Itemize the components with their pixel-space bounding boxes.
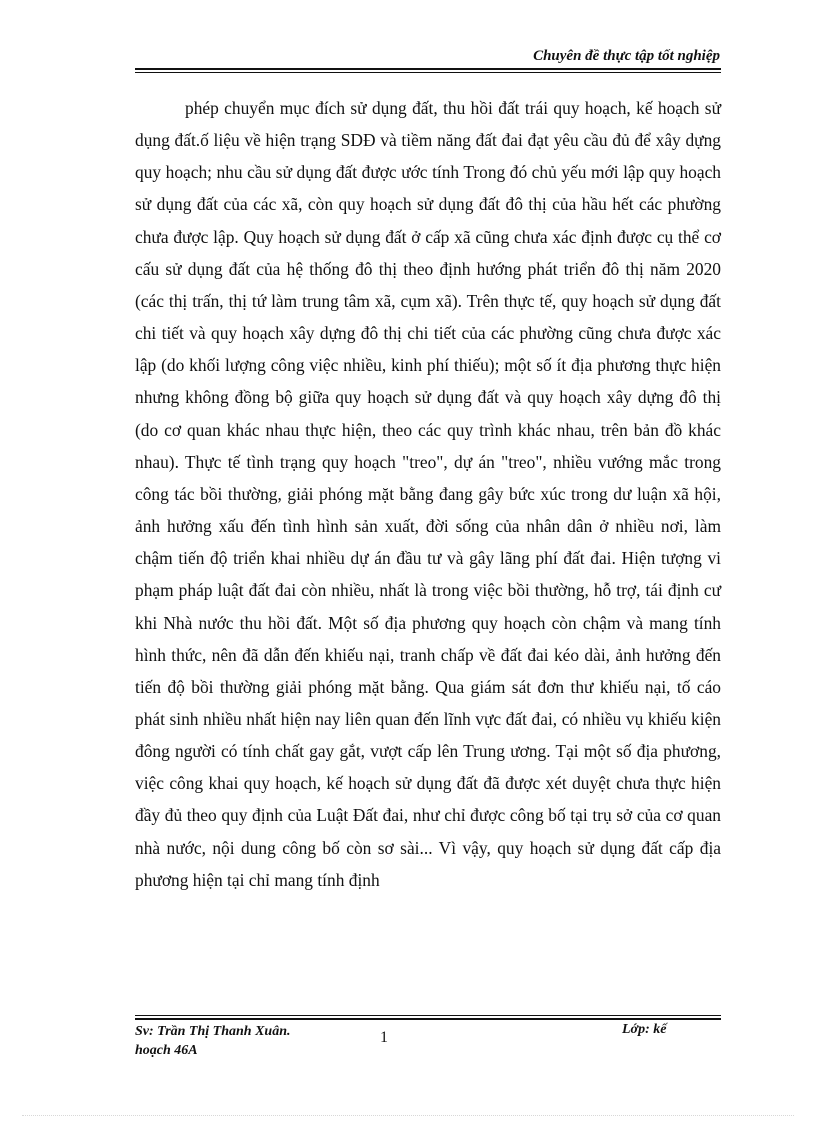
footer-rule-secondary — [135, 1015, 721, 1016]
footer-student-info — [135, 1022, 290, 1060]
footer-student-class-continuation: hoạch 46A — [135, 1043, 198, 1058]
header-rule — [135, 68, 721, 70]
footer-rule — [135, 1018, 721, 1020]
body-paragraph: phép chuyển mục đích sử dụng đất, thu hồi đất trái quy hoạch, kế hoạch sử dụng đất.ố liệu về hiện trạng SDĐ và tiềm năng đất đai đạt yêu cầu đủ để xây dựng quy hoạch; nhu cầu sử dụng đất được ước tính Trong đó chủ yếu mới lập quy hoạch sử dụng đất của các xã, còn quy hoạch sử dụng đất đô thị của hầu hết các phường chưa được lập. Quy hoạch sử dụng đất ở cấp xã cũng chưa xác định được cụ thể cơ cấu sử dụng đất của hệ thống đô thị theo định hướng phát triển đô thị năm 2020 (các thị trấn, thị tứ làm trung tâm xã, cụm xã). Trên thực tế, quy hoạch sử dụng đất chi tiết và quy hoạch xây dựng đô thị chi tiết của các phường cũng chưa được xác lập (do khối lượng công việc nhiều, kinh phí thiếu); một số ít địa phương thực hiện nhưng không đồng bộ giữa quy hoạch sử dụng đất và quy hoạch xây dựng đô thị (do cơ quan khác nhau thực hiện, theo các quy trình khác nhau, trên bản đồ khác nhau). Thực tế tình trạng quy hoạch "treo", dự án "treo", nhiều vướng mắc trong công tác bồi thường, giải phóng mặt bằng đang gây bức xúc trong dư luận xã hội, ảnh hưởng xấu đến tình hình sản xuất, đời sống của nhân dân ở nhiều nơi, làm chậm tiến độ triển khai nhiều dự án đầu tư và gây lãng phí đất đai. Hiện tượng vi phạm pháp luật đất đai còn nhiều, nhất là trong việc bồi thường, hỗ trợ, tái định cư khi Nhà nước thu hồi đất. Một số địa phương quy hoạch còn chậm và mang tính hình thức, nên đã dẫn đến khiếu nại, tranh chấp về đất đai kéo dài, ảnh hưởng đến tiến độ bồi thường giải phóng mặt bằng. Qua giám sát đơn thư khiếu nại, tố cáo phát sinh nhiều nhất hiện nay liên quan đến lĩnh vực đất đai, có nhiều vụ khiếu kiện đông người có tính chất gay gắt, vượt cấp lên Trung ương. Tại một số địa phương, việc công khai quy hoạch, kế hoạch sử dụng đất đã được xét duyệt chưa thực hiện đầy đủ theo quy định của Luật Đất đai, như chỉ được công bố tại trụ sở của cơ quan nhà nước, nội dung công bố còn sơ sài... Vì vậy, quy hoạch sử dụng đất cấp địa phương hiện tại chỉ mang tính định — [135, 98, 721, 890]
footer-class-label: Lớp: kế — [622, 1022, 667, 1037]
header-rule-secondary — [135, 72, 721, 73]
footer-student-name: Sv: Trần Thị Thanh Xuân. — [135, 1024, 291, 1039]
page-bottom-divider — [22, 1115, 794, 1116]
header-title: Chuyên đề thực tập tốt nghiệp — [533, 48, 720, 64]
page-number: 1 — [380, 1029, 388, 1046]
